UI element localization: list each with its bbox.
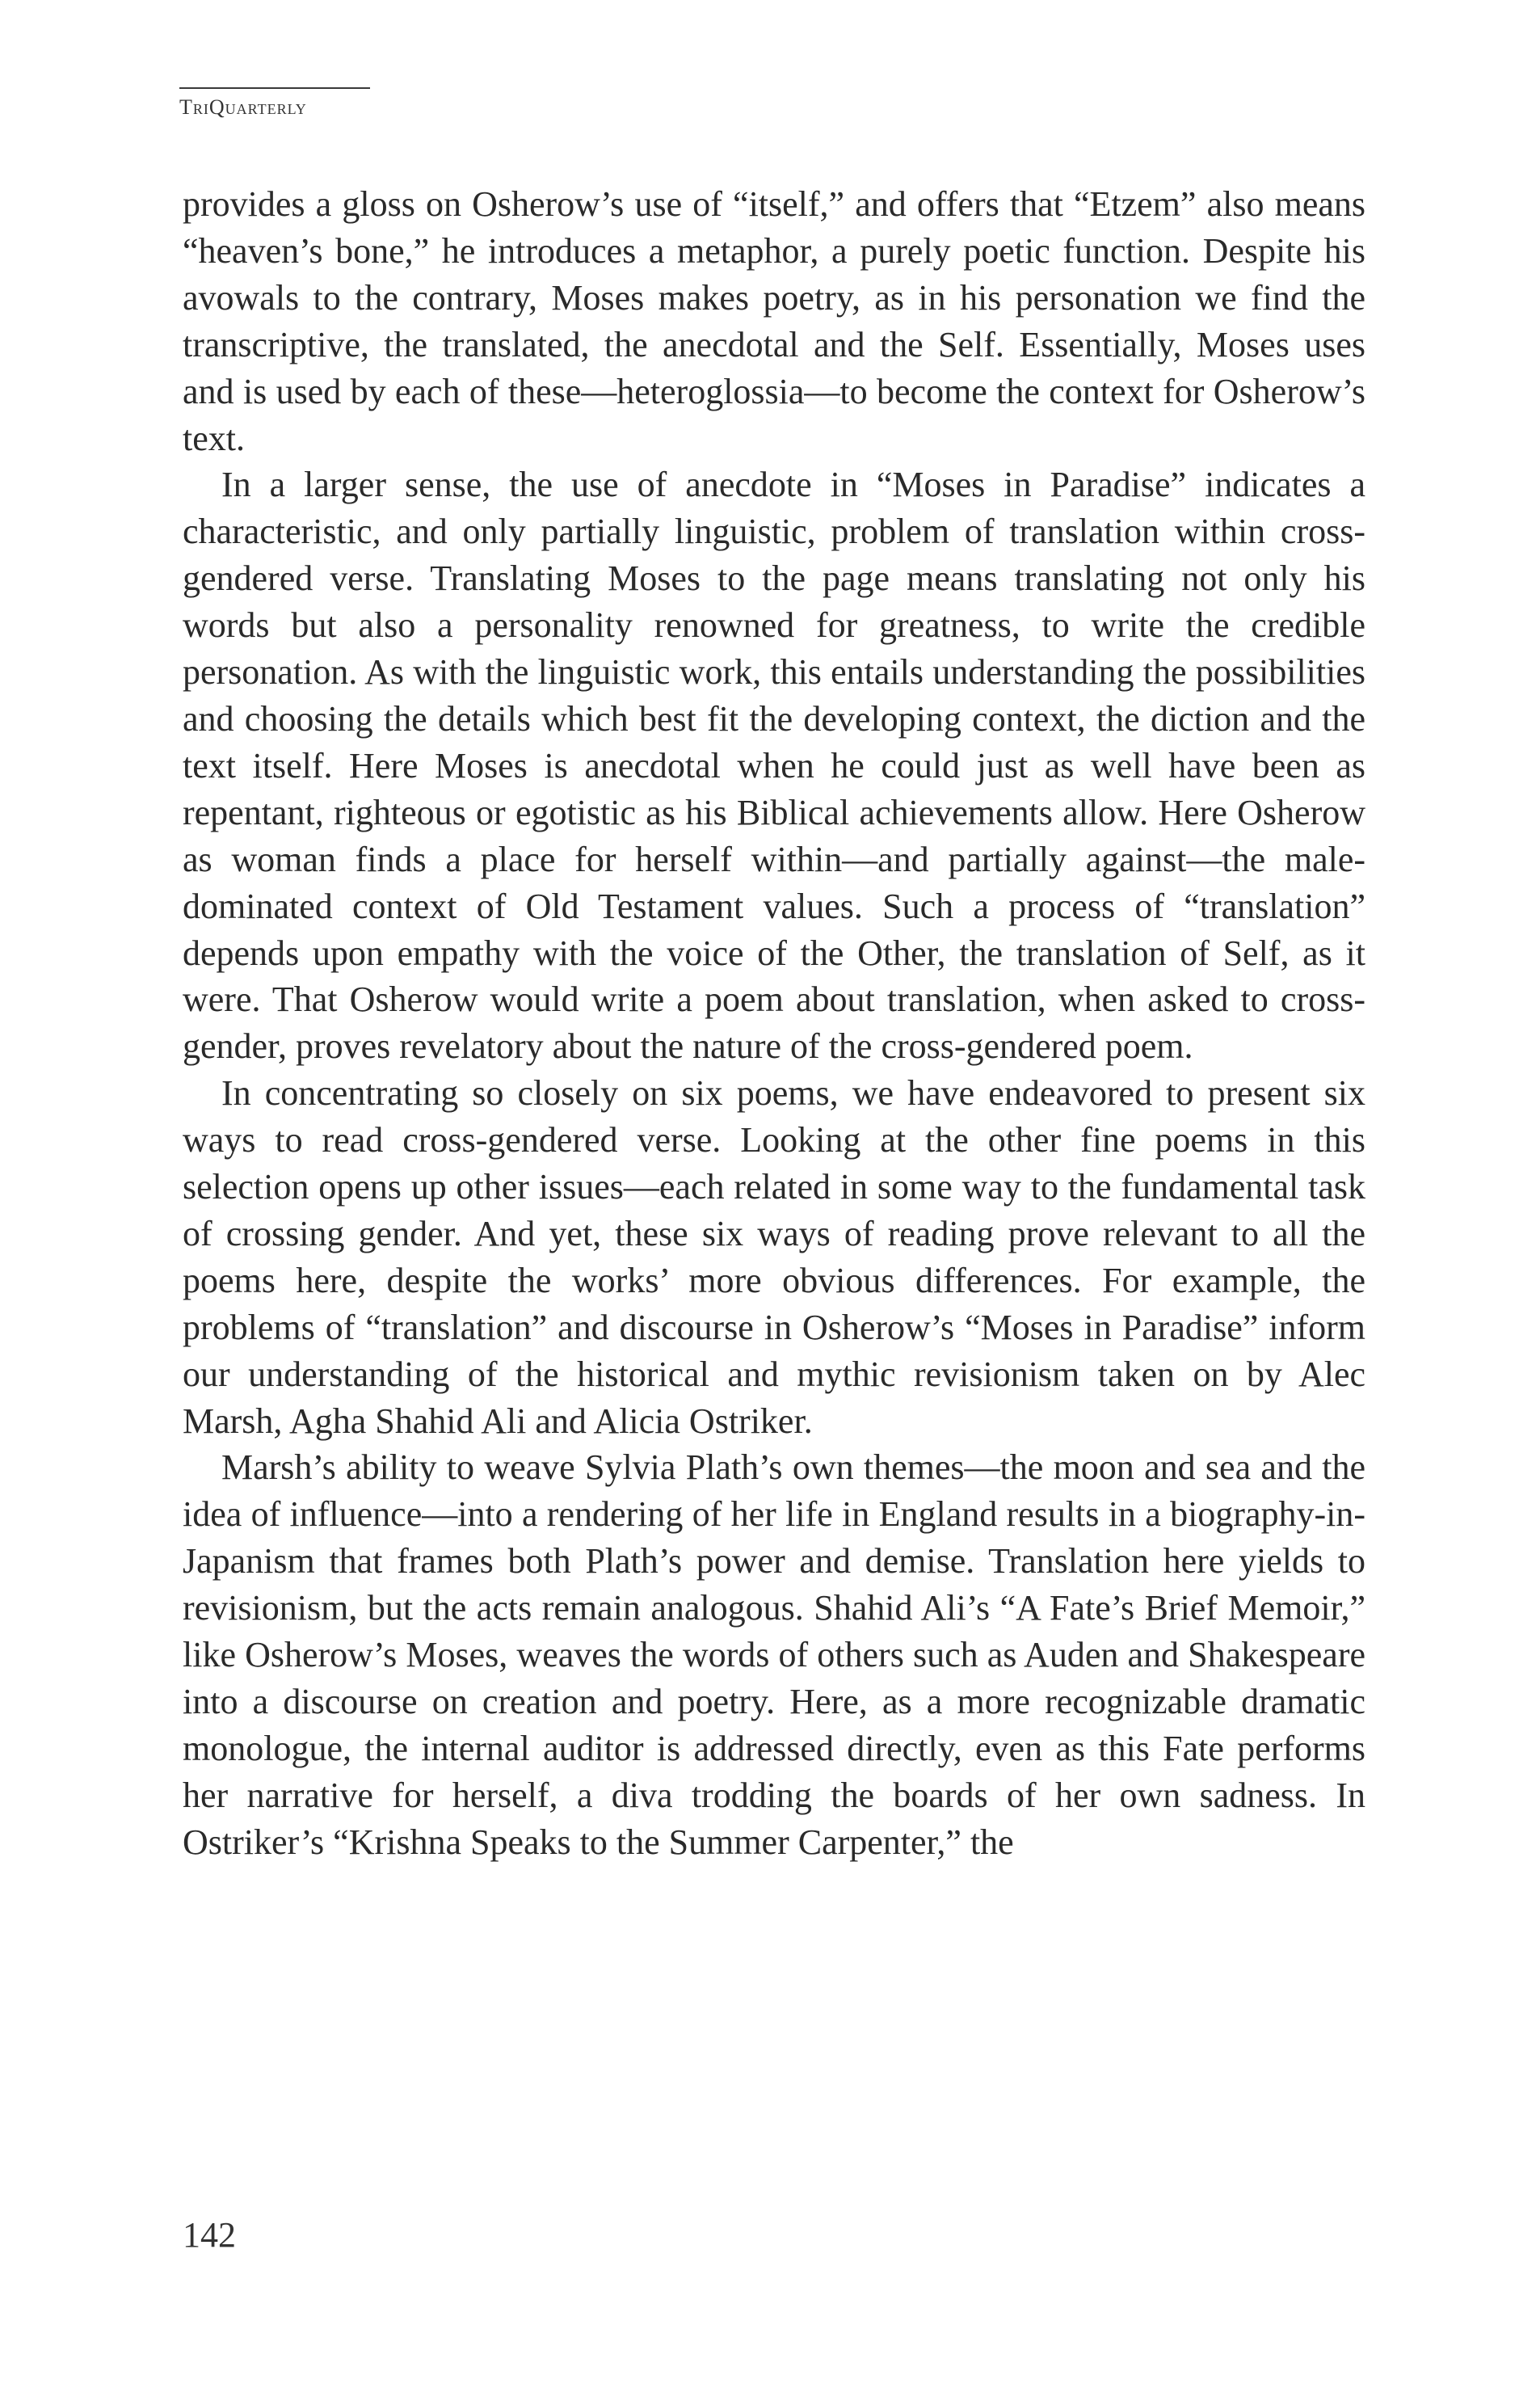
page-number: 142 (183, 2215, 236, 2255)
paragraph-3: In concentrating so closely on six poems, we have endeavored to present six ways to read cross-gendered verse. Looking at the other fine poems in this selection opens up other issues—each related in some way to the fundamental task of crossing gender. And yet, these six ways of reading prove relevant to all the poems here, despite the works’ more obvious differences. For example, the problems of “translation” and discourse in Osherow’s “Moses in Paradise” inform our understanding of the historical and mythic revisionism taken on by Alec Marsh, Agha Shahid Ali and Alicia Ostriker. (183, 1073, 1365, 1441)
paragraph-2: In a larger sense, the use of anecdote in “Moses in Paradise” indicates a characteristic, and only partially linguistic, problem of translation within cross-gendered verse. Translating Moses to the page means translating not only his words but also a personality renowned for greatness, to write the credible personation. As with the linguistic work, this entails understanding the possibilities and choosing the details which best fit the developing context, the diction and the text itself. Here Moses is anecdotal when he could just as well have been as repentant, righteous or egotistic as his Biblical achievements allow. Here Osherow as woman finds a place for herself within—and partially against—the male-dominated context of Old Testament values. Such a process of “translation” depends upon empathy with the voice of the Other, the translation of Self, as it were. That Osherow would write a poem about translation, when asked to cross-gender, proves revelatory about the nature of the cross-gendered poem. (183, 465, 1365, 1067)
paragraph-1: provides a gloss on Osherow’s use of “itself,” and offers that “Etzem” also means “heaven’s bone,” he introduces a metaphor, a purely poetic function. Despite his avowals to the contrary, Moses makes poetry, as in his personation we find the transcriptive, the translated, the anecdotal and the Self. Essentially, Moses uses and is used by each of these—heteroglossia—to become the context for Osherow’s text. (183, 184, 1365, 458)
running-head (179, 87, 370, 120)
header-rule (179, 87, 370, 89)
body-text (183, 181, 1365, 1866)
journal-name: TriQuarterly (179, 95, 307, 119)
paragraph-4: Marsh’s ability to weave Sylvia Plath’s own themes—the moon and sea and the idea of influence—into a rendering of her life in England results in a biography-in-Japanism that frames both Plath’s power and demise. Translation here yields to revisionism, but the acts remain analogous. Shahid Ali’s “A Fate’s Brief Memoir,” like Osherow’s Moses, weaves the words of others such as Auden and Shakespeare into a discourse on creation and poetry. Here, as a more recognizable dramatic monologue, the internal auditor is addressed directly, even as this Fate performs her narrative for herself, a diva trodding the boards of her own sadness. In Ostriker’s “Krishna Speaks to the Summer Carpenter,” the (183, 1447, 1365, 1862)
